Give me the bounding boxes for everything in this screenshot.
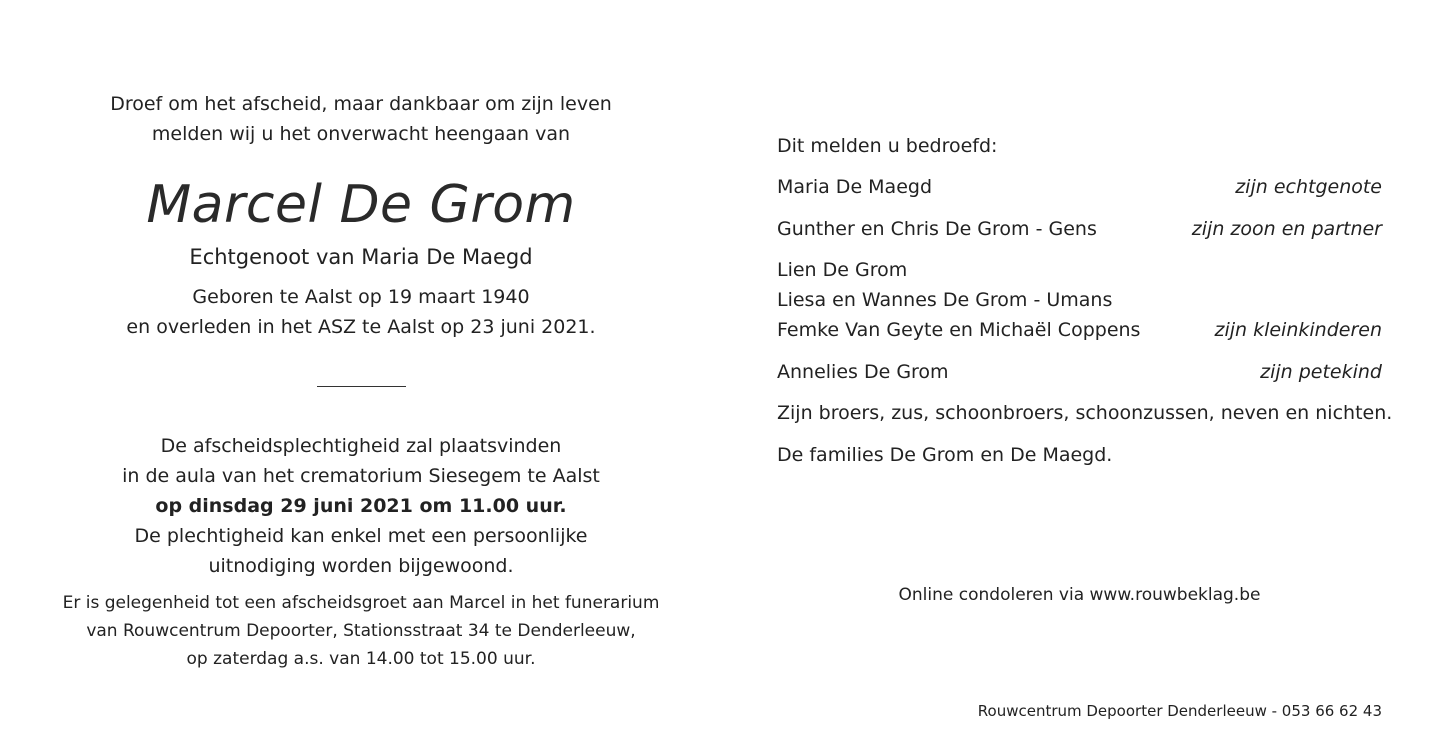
farewell-line: op zaterdag a.s. van 14.00 tot 15.00 uur. <box>186 649 536 669</box>
ceremony-info <box>40 431 682 581</box>
relative-role: zijn petekind <box>1260 361 1382 383</box>
online-condolence: Online condoleren via www.rouwbeklag.be <box>898 585 1261 605</box>
birth-death-dates <box>40 282 682 342</box>
relative-row <box>777 255 1382 345</box>
relative-name: Lien De Grom <box>777 259 908 281</box>
divider-line <box>317 386 406 387</box>
families-line: De families De Grom en De Maegd. <box>777 444 1113 466</box>
ceremony-note-line: uitnodiging worden bijgewoond. <box>208 555 514 577</box>
relative-names <box>777 357 949 387</box>
relative-role: zijn zoon en partner <box>1191 218 1382 240</box>
relative-row <box>777 172 1382 202</box>
death-line: en overleden in het ASZ te Aalst op 23 juni 2021. <box>126 316 596 338</box>
birth-line: Geboren te Aalst op 19 maart 1940 <box>192 286 530 308</box>
funeral-home-footer: Rouwcentrum Depoorter Denderleeuw - 053 66 62 43 <box>977 702 1382 720</box>
farewell-info <box>40 589 682 673</box>
ceremony-note-line: De plechtigheid kan enkel met een persoonlijke <box>134 525 588 547</box>
extended-family: Zijn broers, zus, schoonbroers, schoonzussen, neven en nichten. <box>777 402 1393 424</box>
intro-line: Droef om het afscheid, maar dankbaar om zijn leven <box>110 93 612 115</box>
relative-name: Maria De Maegd <box>777 176 933 198</box>
relative-row <box>777 357 1382 387</box>
deceased-name: Marcel De Grom <box>146 175 576 235</box>
intro-text <box>40 89 682 149</box>
mourners-intro: Dit melden u bedroefd: <box>777 135 998 157</box>
spouse-line: Echtgenoot van Maria De Maegd <box>189 245 533 269</box>
relative-row <box>777 214 1382 244</box>
relative-name: Femke Van Geyte en Michaël Coppens <box>777 319 1141 341</box>
ceremony-line: De afscheidsplechtigheid zal plaatsvinden <box>160 435 562 457</box>
relative-role: zijn kleinkinderen <box>1214 319 1382 341</box>
ceremony-date: op dinsdag 29 juni 2021 om 11.00 uur. <box>155 495 567 517</box>
ceremony-line: in de aula van het crematorium Siesegem te Aalst <box>122 465 600 487</box>
farewell-line: van Rouwcentrum Depoorter, Stationsstraat 34 te Denderleeuw, <box>86 621 636 641</box>
relative-role: zijn echtgenote <box>1235 176 1382 198</box>
relative-name: Liesa en Wannes De Grom - Umans <box>777 289 1113 311</box>
relative-name: Annelies De Grom <box>777 361 949 383</box>
relative-names <box>777 255 1140 345</box>
relative-name: Gunther en Chris De Grom - Gens <box>777 218 1097 240</box>
relative-names <box>777 214 1097 244</box>
relative-names <box>777 172 932 202</box>
intro-line: melden wij u het onverwacht heengaan van <box>151 123 571 145</box>
farewell-line: Er is gelegenheid tot een afscheidsgroet aan Marcel in het funerarium <box>62 593 660 613</box>
